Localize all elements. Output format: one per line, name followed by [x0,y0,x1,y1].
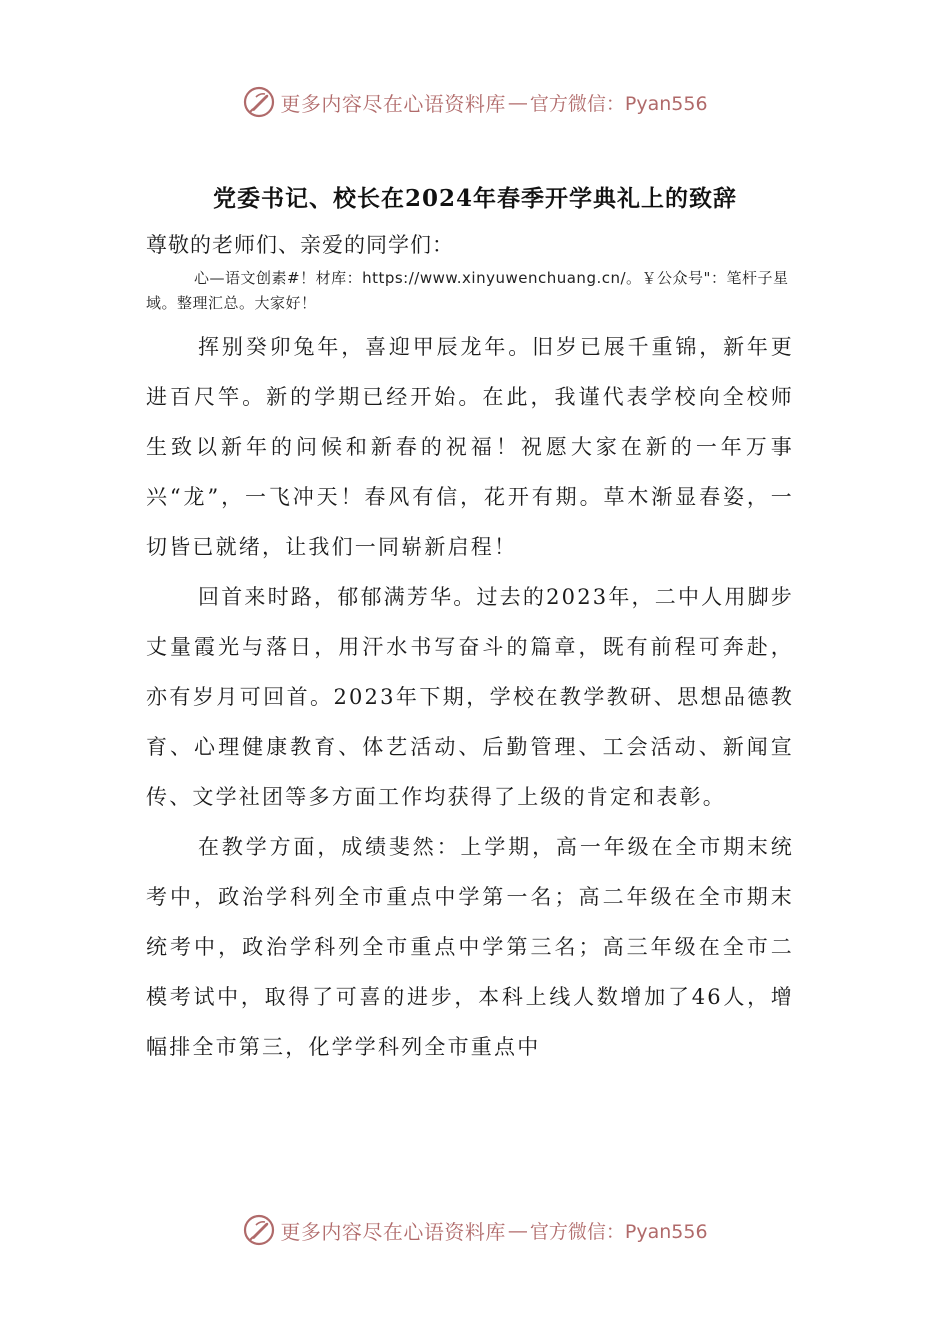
paragraph-3: 在教学方面，成绩斐然：上学期，高一年级在全市期末统考中，政治学科列全市重点中学第一名；高二年级在全市期末统考中，政治学科列全市重点中学第三名；高三年级在全市二模考试中，取得了可喜的进步，本科上线人数增加了46人，增幅排全市第三，化学学科列全市重点中 [146,835,794,1059]
document-title: 党委书记、校长在2024年春季开学典礼上的致辞 [212,185,737,212]
footer-brand-bar [0,1210,950,1250]
source-note-url: https://www.xinyuwenchuang.cn/ [362,269,627,287]
header-wechat-text: 官方微信：Pyan556 [529,92,708,115]
quill-pen-logo-icon [242,85,276,119]
quill-pen-logo-icon [242,1213,276,1247]
source-note [146,266,806,316]
source-note-suffix: 。￥公众号"：笔杆子星域。整理汇总。大家好！ [146,269,789,312]
header-brand-dash: — [507,90,528,114]
footer-brand-dash: — [507,1218,528,1242]
paragraph-2: 回首来时路，郁郁满芳华。过去的2023年，二中人用脚步丈量霞光与落日，用汗水书写奋斗的篇章，既有前程可奔赴，亦有岁月可回首。2023年下期，学校在教学教研、思想品德教育、心理健康教育、体艺活动、后勤管理、工会活动、新闻宣传、文学社团等多方面工作均获得了上级的肯定和表彰。 [146,585,794,809]
source-note-prefix: 心—语文创素#！材库： [194,269,363,287]
salutation: 尊敬的老师们、亲爱的同学们： [146,233,454,257]
footer-wechat-text: 官方微信：Pyan556 [529,1220,708,1243]
paragraph-1: 挥别癸卯兔年，喜迎甲辰龙年。旧岁已展千重锦，新年更进百尺竿。新的学期已经开始。在此，我谨代表学校向全校师生致以新年的问候和新春的祝福！祝愿大家在新的一年万事兴“龙”，一飞冲天！春风有信，花开有期。草木渐显春姿，一切皆已就绪，让我们一同崭新启程！ [146,335,794,559]
header-brand-text: 更多内容尽在心语资料库 [280,91,506,116]
footer-brand-text: 更多内容尽在心语资料库 [280,1219,506,1244]
document-body [146,228,806,1072]
header-brand-bar [0,82,950,122]
